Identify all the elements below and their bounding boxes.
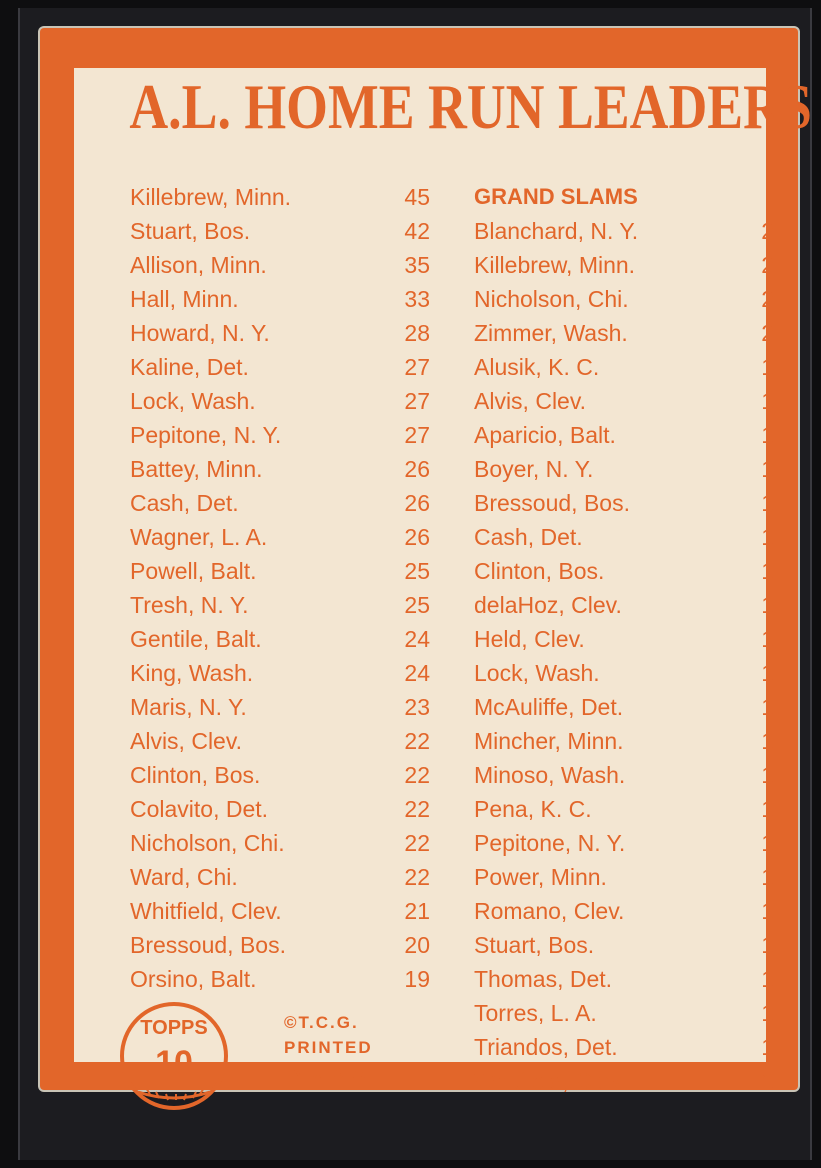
player-name: Killebrew, Minn.: [130, 184, 292, 210]
stat-value: 1: [761, 354, 774, 380]
stat-value: 1: [761, 932, 774, 958]
stat-value: 1: [761, 558, 774, 584]
stat-value: 22: [404, 762, 430, 788]
list-row: [474, 928, 774, 962]
stat-value: 1: [761, 898, 774, 924]
list-row: [474, 656, 774, 690]
player-name: Clinton, Bos.: [474, 558, 605, 584]
stat-value: 2: [761, 286, 774, 312]
player-name: Pena, K. C.: [474, 796, 592, 822]
stat-value: 27: [404, 388, 430, 414]
player-name: Battey, Minn.: [130, 456, 263, 482]
grand-slams-heading: GRAND SLAMS: [474, 184, 638, 209]
player-name: Minoso, Wash.: [474, 762, 626, 788]
list-row: [474, 248, 774, 282]
player-name: Thomas, Det.: [474, 966, 613, 992]
list-row: [130, 622, 430, 656]
stat-value: 25: [404, 592, 430, 618]
copyright-block: [284, 1010, 424, 1085]
player-name: Colavito, Det.: [130, 796, 269, 822]
list-row: [474, 1064, 774, 1098]
list-row: [130, 928, 430, 962]
player-name: Nicholson, Chi.: [474, 286, 629, 312]
stat-value: 1: [761, 456, 774, 482]
player-name: Gentile, Balt.: [130, 626, 262, 652]
list-row: [474, 350, 774, 384]
list-row: [474, 894, 774, 928]
player-name: Bressoud, Bos.: [130, 932, 286, 958]
player-name: Wagner, L. A.: [130, 524, 268, 550]
player-name: Stuart, Bos.: [130, 218, 251, 244]
stat-value: 28: [404, 320, 430, 346]
player-name: Stuart, Bos.: [474, 932, 595, 958]
player-name: Zimmer, Wash.: [474, 320, 628, 346]
stat-value: 22: [404, 864, 430, 890]
player-name: Nicholson, Chi.: [130, 830, 285, 856]
card-number: 10: [155, 1044, 193, 1082]
player-name: Kaline, Det.: [130, 354, 249, 380]
list-row: [130, 214, 430, 248]
home-run-leaders-list: [130, 180, 430, 996]
stat-value: 1: [761, 592, 774, 618]
card-title: A.L. HOME RUN LEADERS: [129, 71, 812, 142]
player-name: Killebrew, Minn.: [474, 252, 636, 278]
copyright-line: IN U.S.A.: [284, 1063, 374, 1082]
player-name: McAuliffe, Det.: [474, 694, 624, 720]
stat-value: 1: [761, 830, 774, 856]
player-name: Torres, L. A.: [474, 1000, 597, 1026]
list-row: [474, 860, 774, 894]
stat-value: 1: [761, 1000, 774, 1026]
player-name: Maris, N. Y.: [130, 694, 247, 720]
list-row: [474, 452, 774, 486]
player-name: Bressoud, Bos.: [474, 490, 630, 516]
stat-value: 25: [404, 558, 430, 584]
player-name: Ward, Chi.: [130, 864, 238, 890]
player-name: Triandos, Det.: [474, 1034, 618, 1060]
stat-value: 26: [404, 456, 430, 482]
card-back-panel: [74, 68, 812, 1094]
list-row: [130, 316, 430, 350]
copyright-line: PRINTED: [284, 1038, 373, 1057]
player-name: Power, Minn.: [474, 864, 607, 890]
list-row: [130, 962, 430, 996]
list-row: [130, 452, 430, 486]
player-name: Alvis, Clev.: [474, 388, 587, 414]
stat-value: 1: [761, 796, 774, 822]
stat-value: 22: [404, 796, 430, 822]
list-row: [474, 282, 774, 316]
stat-value: 1: [761, 762, 774, 788]
stat-value: 1: [761, 1068, 774, 1094]
stat-value: 33: [404, 286, 430, 312]
player-name: Mincher, Minn.: [474, 728, 624, 754]
list-row: [474, 758, 774, 792]
stat-value: 1: [761, 524, 774, 550]
stat-value: 1: [761, 694, 774, 720]
player-name: Lock, Wash.: [474, 660, 600, 686]
stat-value: 1: [761, 864, 774, 890]
list-row: [130, 384, 430, 418]
player-name: Alusik, K. C.: [474, 354, 600, 380]
stat-value: 27: [404, 422, 430, 448]
list-row: [130, 520, 430, 554]
stat-value: 22: [404, 728, 430, 754]
list-row: [130, 248, 430, 282]
list-row: [130, 826, 430, 860]
list-row: [130, 554, 430, 588]
player-name: Pepitone, N. Y.: [474, 830, 626, 856]
player-name: Alvis, Clev.: [130, 728, 243, 754]
list-row: [130, 350, 430, 384]
stat-value: 20: [404, 932, 430, 958]
stat-value: 1: [761, 660, 774, 686]
player-name: Howard, N. Y.: [130, 320, 270, 346]
player-name: Powell, Balt.: [130, 558, 257, 584]
stat-value: 1: [761, 1034, 774, 1060]
stat-value: 26: [404, 524, 430, 550]
player-name: Lock, Wash.: [130, 388, 256, 414]
player-name: Cash, Det.: [474, 524, 583, 550]
player-name: Held, Clev.: [474, 626, 585, 652]
baseball-card: [40, 28, 812, 1094]
player-name: Allison, Minn.: [130, 252, 267, 278]
stat-value: 1: [761, 388, 774, 414]
stat-value: 23: [404, 694, 430, 720]
list-row: [130, 180, 430, 214]
list-row: [474, 826, 774, 860]
list-row: [474, 690, 774, 724]
stat-value: 1: [761, 490, 774, 516]
stat-value: 35: [404, 252, 430, 278]
player-name: Boyer, N. Y.: [474, 456, 594, 482]
list-row: [474, 962, 774, 996]
list-row: [130, 894, 430, 928]
list-row: [130, 656, 430, 690]
list-row: [474, 520, 774, 554]
player-name: King, Wash.: [130, 660, 254, 686]
stat-value: 1: [761, 422, 774, 448]
list-row: [130, 860, 430, 894]
stat-value: 24: [404, 660, 430, 686]
list-row: [474, 724, 774, 758]
stat-value: 21: [404, 898, 430, 924]
topps-logo-text: TOPPS: [140, 1017, 208, 1039]
list-row: [474, 316, 774, 350]
list-row: [474, 418, 774, 452]
copyright-line: ©T.C.G.: [284, 1013, 359, 1032]
player-name: Blanchard, N. Y.: [474, 218, 639, 244]
stat-value: 27: [404, 354, 430, 380]
player-name: Clinton, Bos.: [130, 762, 261, 788]
list-row: [130, 588, 430, 622]
stat-value: 1: [761, 728, 774, 754]
list-row: [474, 588, 774, 622]
stat-value: 1: [761, 966, 774, 992]
stat-value: 42: [404, 218, 430, 244]
player-name: Romano, Clev.: [474, 898, 625, 924]
stat-value: 26: [404, 490, 430, 516]
list-row: [130, 418, 430, 452]
list-row: [474, 1030, 774, 1064]
list-row: [474, 792, 774, 826]
player-name: Cash, Det.: [130, 490, 239, 516]
player-name: Whitfield, Clev.: [474, 1068, 626, 1094]
list-row: [130, 792, 430, 826]
stat-value: 2: [761, 218, 774, 244]
list-row: [474, 384, 774, 418]
list-row: [474, 622, 774, 656]
stat-value: 1: [761, 626, 774, 652]
player-name: Pepitone, N. Y.: [130, 422, 282, 448]
list-row: [130, 758, 430, 792]
list-row: [130, 690, 430, 724]
list-row: [474, 214, 774, 248]
grand-slams-list: [474, 180, 774, 1098]
stat-value: 45: [404, 184, 430, 210]
list-row: [130, 282, 430, 316]
player-name: delaHoz, Clev.: [474, 592, 622, 618]
list-row: [130, 486, 430, 520]
list-row: [474, 996, 774, 1030]
list-row: [474, 486, 774, 520]
list-row: [474, 554, 774, 588]
player-name: Hall, Minn.: [130, 286, 239, 312]
player-name: Orsino, Balt.: [130, 966, 257, 992]
stat-value: 2: [761, 252, 774, 278]
stat-value: 22: [404, 830, 430, 856]
stat-value: 2: [761, 320, 774, 346]
topps-logo: [118, 1000, 230, 1112]
player-name: Tresh, N. Y.: [130, 592, 249, 618]
player-name: Whitfield, Clev.: [130, 898, 282, 924]
player-name: Aparicio, Balt.: [474, 422, 616, 448]
stat-value: 19: [404, 966, 430, 992]
stat-value: 24: [404, 626, 430, 652]
list-row: [130, 724, 430, 758]
